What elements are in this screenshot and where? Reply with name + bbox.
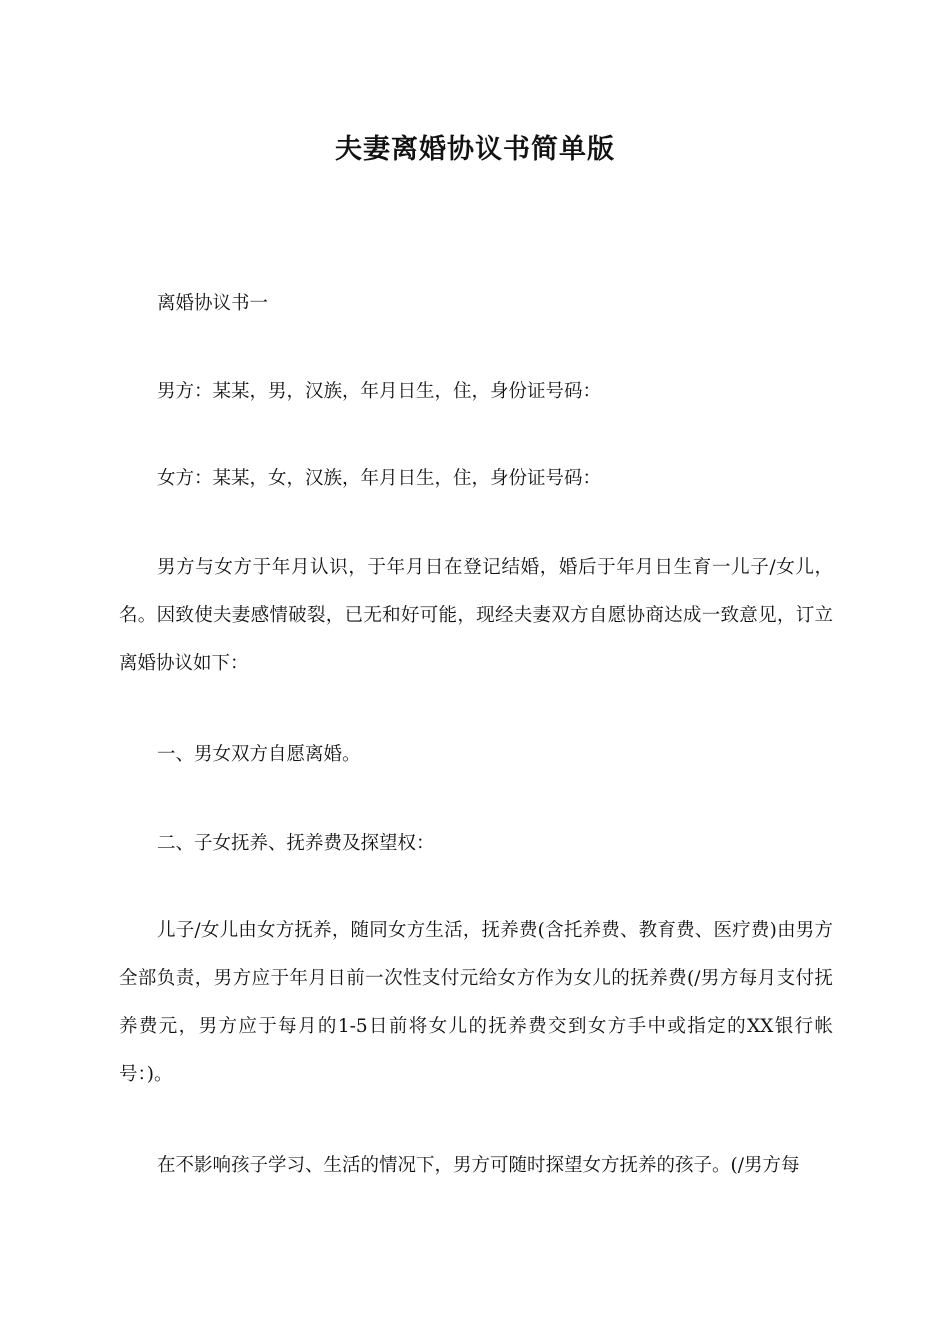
paragraph-female-party: 女方：某某，女，汉族，年月日生，住，身份证号码： xyxy=(157,468,602,489)
paragraph-heading: 离婚协议书一 xyxy=(157,293,269,314)
document-title: 夫妻离婚协议书简单版 xyxy=(335,134,615,165)
paragraph-child-support: 儿子/女儿由女方抚养，随同女方生活，抚养费(含托养费、教育费、医疗费)由男方全部负责，男方应于年月日前一次性支付元给女方作为女儿的抚养费(/男方每月支付抚养费元，男方应于每月的1-5日前将女儿的抚养费交到女方手中或指定的XX银行帐号：)。 xyxy=(119,920,833,1085)
paragraph-clause-1: 一、男女双方自愿离婚。 xyxy=(157,744,361,765)
paragraph-background: 男方与女方于年月认识，于年月日在登记结婚，婚后于年月日生育一儿子/女儿，名。因致使夫妻感情破裂，已无和好可能，现经夫妻双方自愿协商达成一致意见，订立离婚协议如下： xyxy=(119,557,833,674)
paragraph-male-party: 男方：某某，男，汉族，年月日生，住，身份证号码： xyxy=(157,381,602,402)
paragraph-clause-2: 二、子女抚养、抚养费及探望权： xyxy=(157,833,435,854)
paragraph-visitation: 在不影响孩子学习、生活的情况下，男方可随时探望女方抚养的孩子。(/男方每 xyxy=(157,1155,800,1176)
